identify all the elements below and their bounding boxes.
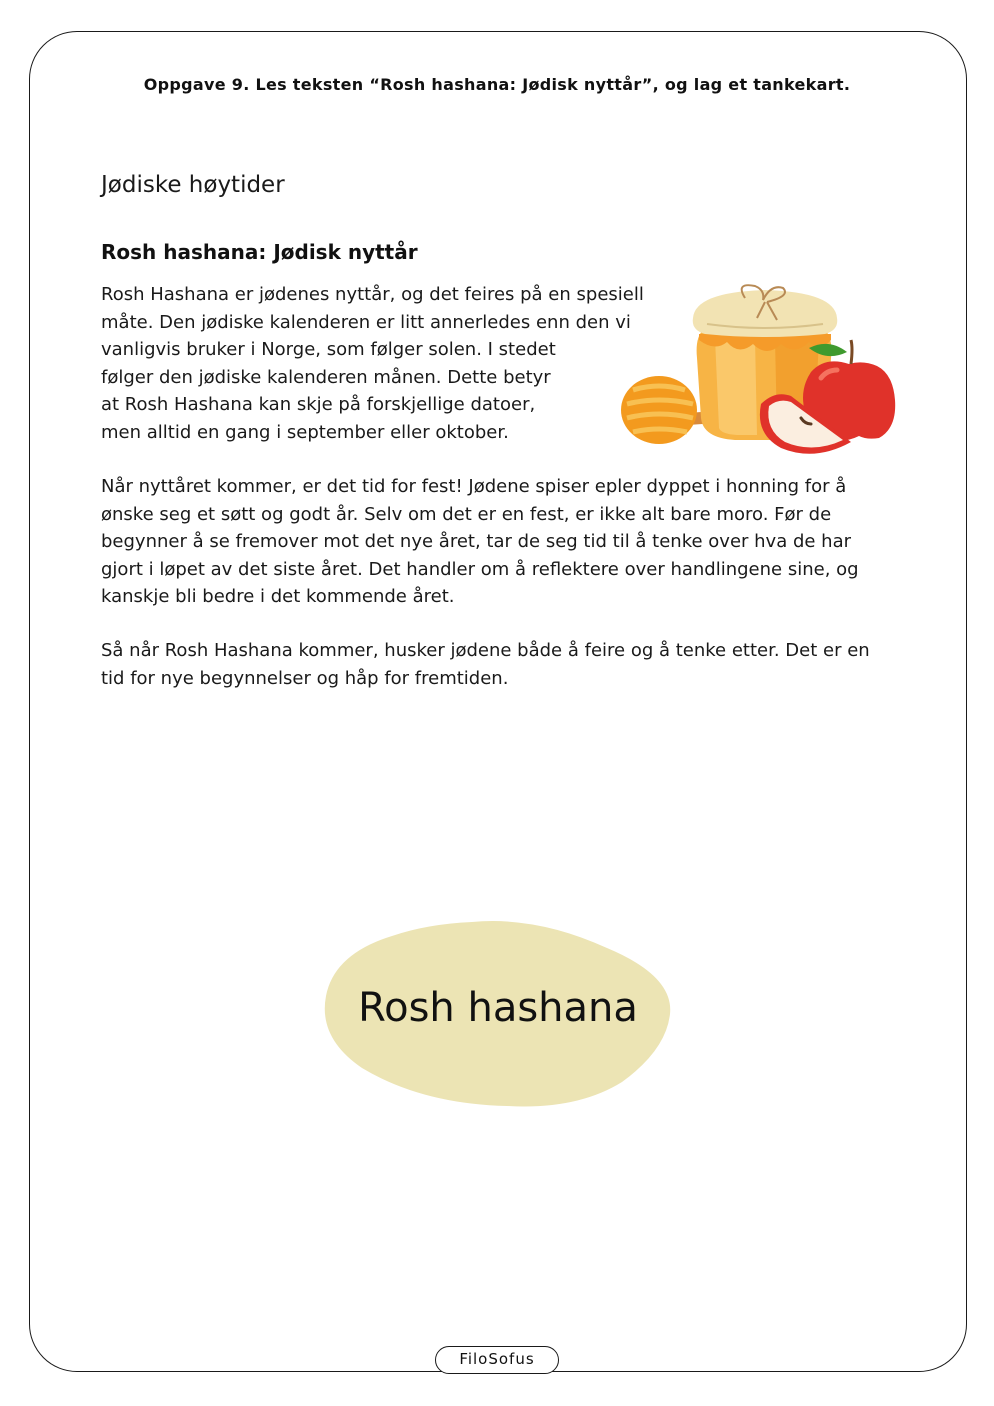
text-line: men alltid en gang i september eller oktober. — [101, 421, 509, 443]
text-line: ønske seg et søtt og godt år. Selv om det er en fest, er ikke alt bare moro. Før de — [101, 503, 832, 525]
text-line: måte. Den jødiske kalenderen er litt annerledes enn den vi — [101, 311, 631, 333]
paragraph-1 — [101, 281, 661, 446]
section-title: Jødiske høytider — [101, 172, 285, 198]
text-line: vanligvis bruker i Norge, som følger solen. I stedet — [101, 339, 556, 360]
text-line: kanskje bli bedre i det kommende året. — [101, 586, 455, 607]
text-line: Rosh Hashana er jødenes nyttår, og det feires på en spesiell — [101, 284, 644, 305]
text-line: Når nyttåret kommer, er det tid for fest! Jødene spiser epler dyppet i honning for å — [101, 476, 847, 497]
text-line: at Rosh Hashana kan skje på forskjellige datoer, — [101, 394, 536, 415]
honey-jar-apples-icon — [615, 278, 900, 463]
text-line: begynner å se fremover mot det nye året, tar de seg tid til å tenke over hva de har — [101, 531, 852, 552]
text-line: følger den jødiske kalenderen månen. Dette betyr — [101, 366, 551, 388]
text-line: gjort i løpet av det siste året. Det handler om å reflektere over handlingene sine, og — [101, 558, 859, 580]
mindmap-center-label: Rosh hashana — [358, 985, 638, 1031]
paragraph-2 — [101, 473, 901, 611]
paragraph-3 — [101, 637, 901, 692]
text-line: tid for nye begynnelser og håp for fremtiden. — [101, 667, 509, 689]
text-line: Så når Rosh Hashana kommer, husker jødene både å feire og å tenke etter. Det er en — [101, 640, 870, 661]
page-frame — [29, 31, 967, 1372]
article-heading: Rosh hashana: Jødisk nyttår — [101, 240, 418, 264]
brand-badge: FiloSofus — [435, 1346, 559, 1374]
task-instruction: Oppgave 9. Les teksten “Rosh hashana: Jødisk nyttår”, og lag et tankekart. — [143, 75, 851, 94]
